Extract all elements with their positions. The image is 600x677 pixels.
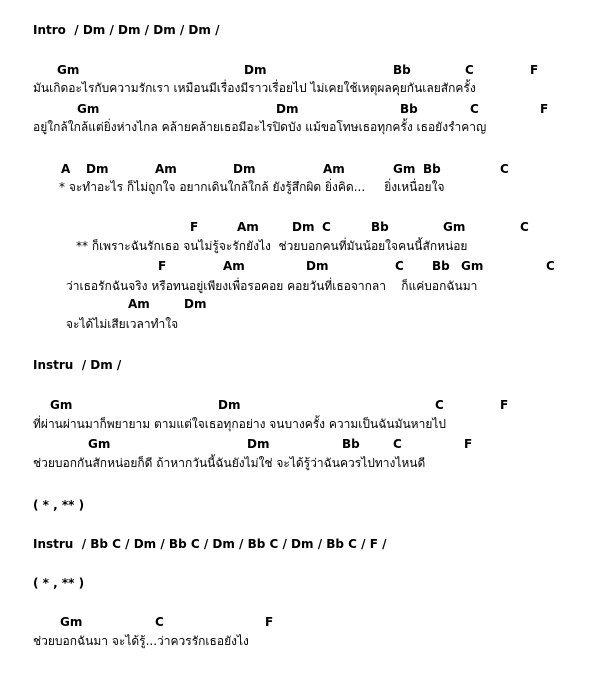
chord: Gm	[60, 615, 83, 629]
chord: Gm	[461, 259, 484, 273]
chord: Am	[128, 297, 150, 311]
chord: Gm	[88, 437, 111, 451]
chord: Dm	[247, 437, 270, 451]
chord: Gm	[57, 63, 80, 77]
chord: Am	[155, 162, 177, 176]
chord: Gm	[50, 398, 73, 412]
prechorus-lyric: * จะทำอะไร ก็ไม่ถูกใจ อยากเดินใกล้ใกล้ ยังรู้สึกผิด ยิ่งคิด... ยิ่งเหนื่อยใจ	[59, 180, 445, 194]
chord: F	[464, 437, 473, 451]
outro-lyric: ช่วยบอกฉันมา จะได้รู้...ว่าควรรักเธอยังไง	[33, 634, 249, 648]
chord: Gm	[443, 220, 466, 234]
chord: Dm	[244, 63, 267, 77]
chord: Dm	[218, 398, 241, 412]
chord: F	[530, 63, 539, 77]
chord: Bb	[432, 259, 450, 273]
chord: C	[520, 220, 529, 234]
chord: Bb	[400, 102, 418, 116]
section-instru-1: Instru / Dm /	[33, 358, 122, 372]
chord: C	[470, 102, 479, 116]
chord: Dm	[306, 259, 329, 273]
chord: C	[322, 220, 331, 234]
chord: C	[500, 162, 509, 176]
chord: F	[265, 615, 274, 629]
chord: Dm	[292, 220, 315, 234]
chord: Dm	[184, 297, 207, 311]
verse2-lyric-1: ที่ผ่านผ่านมาก็พยายาม ตามแต่ใจเธอทุกอย่าง จนบางครั้ง ความเป็นฉันมันหายไป	[33, 417, 447, 431]
chord: Dm	[233, 162, 256, 176]
chord: C	[546, 259, 555, 273]
verse1-lyric-1: มันเกิดอะไรกับความรักเรา เหมือนมีเรื่องมีราวเรื่อยไป ไม่เคยใช้เหตุผลคุยกันเลยสักครั้ง	[33, 81, 476, 95]
chord: F	[500, 398, 509, 412]
chord: C	[435, 398, 444, 412]
chord: C	[395, 259, 404, 273]
chord: Bb	[371, 220, 389, 234]
chord: A	[61, 162, 71, 176]
chord: C	[155, 615, 164, 629]
chord: Bb	[393, 63, 411, 77]
chorus-lyric-2: ว่าเธอรักฉันจริง หรือทนอยู่เพียงเพื่อรอคอย คอยวันที่เธอจากลา ก็แค่บอกฉันมา	[66, 279, 478, 293]
chord: C	[393, 437, 402, 451]
verse1-lyric-2: อยู่ใกล้ใกล้แต่ยิ่งห่างไกล คล้ายคล้ายเธอมีอะไรปิดบัง แม้ขอโทษเธอทุกครั้ง เธอยังรำคาญ	[33, 120, 487, 134]
repeat-marker-1: ( * , ** )	[33, 498, 85, 512]
chord: Am	[323, 162, 345, 176]
chord: Gm	[393, 162, 416, 176]
section-intro: Intro / Dm / Dm / Dm / Dm /	[33, 23, 220, 37]
verse2-lyric-2: ช่วยบอกกันสักหน่อยก็ดี ถ้าหากวันนี้ฉันยังไม่ใช่ จะได้รู้ว่าฉันควรไปทางไหนดี	[33, 456, 426, 470]
chord: C	[465, 63, 474, 77]
repeat-marker-2: ( * , ** )	[33, 576, 85, 590]
chord: Am	[237, 220, 259, 234]
chorus-lyric-3: จะได้ไม่เสียเวลาทำใจ	[66, 317, 179, 331]
chord: F	[190, 220, 199, 234]
chord: Gm	[77, 102, 100, 116]
chord: Dm	[276, 102, 299, 116]
chord: Dm	[86, 162, 109, 176]
chord: Am	[223, 259, 245, 273]
chord: F	[158, 259, 167, 273]
chord: Bb	[423, 162, 441, 176]
chord: F	[540, 102, 549, 116]
section-instru-2: Instru / Bb C / Dm / Bb C / Dm / Bb C / Dm / Bb C / F /	[33, 537, 387, 551]
chord: Bb	[342, 437, 360, 451]
chorus-lyric-1: ** ก็เพราะฉันรักเธอ จนไม่รู้จะรักยังไง ช่วยบอกคนที่มันน้อยใจคนนี้สักหน่อย	[76, 239, 468, 253]
